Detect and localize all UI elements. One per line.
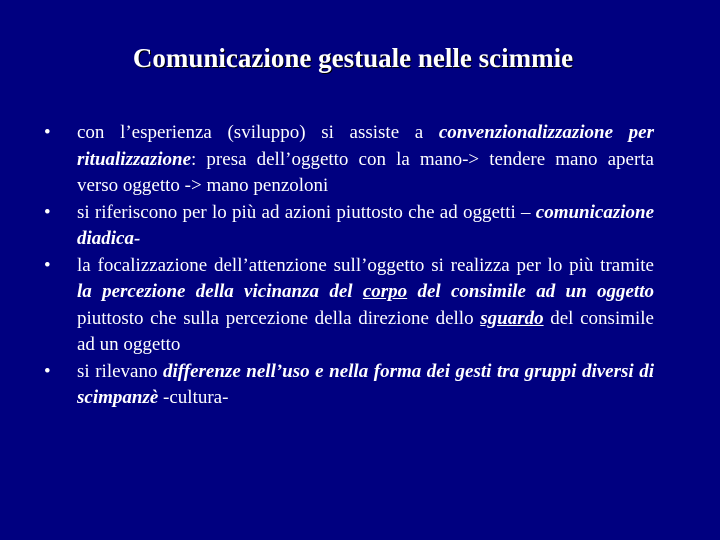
bullet-dot: • xyxy=(44,122,51,143)
bullet-item-differences xyxy=(40,359,654,412)
emphasis-text: del consimile ad un oggetto xyxy=(407,281,654,302)
emphasis-underlined-text: sguardo xyxy=(480,307,544,329)
bullet-text: : presa dell’oggetto con la mano-> tendere mano aperta verso oggetto -> mano penzoloni xyxy=(77,148,654,196)
bullet-text: con l’esperienza (sviluppo) si assiste a xyxy=(77,122,439,143)
bullet-text: si rilevano xyxy=(77,360,164,382)
emphasis-text: la percezione della vicinanza del xyxy=(77,281,363,302)
bullet-dot: • xyxy=(44,360,51,382)
bullet-text: si riferiscono per lo più ad azioni piuttosto che ad oggetti – xyxy=(77,201,536,223)
emphasis-text: differenze nell’uso e nella forma dei gesti tra gruppi diversi di scimpanzè xyxy=(77,360,654,408)
slide-title: Comunicazione gestuale nelle scimmie xyxy=(132,43,574,73)
emphasis-text: convenzionalizzazione per ritualizzazione xyxy=(77,122,654,170)
bullet-dot: • xyxy=(44,201,51,223)
bullet-item-attention xyxy=(40,253,654,359)
bullet-text: la focalizzazione dell’attenzione sull’oggetto si realizza per lo più tramite xyxy=(77,254,654,276)
bullet-text: del consimile ad un oggetto xyxy=(77,307,654,355)
bullet-item-actions xyxy=(40,200,654,253)
emphasis-text: comunicazione diadica- xyxy=(77,201,654,249)
bullet-list xyxy=(40,120,654,412)
bullet-text: -cultura- xyxy=(158,387,229,408)
bullet-text: piuttosto che sulla percezione della direzione dello xyxy=(77,307,481,329)
bullet-dot: • xyxy=(44,254,51,276)
bullet-item-experience xyxy=(40,120,654,200)
emphasis-underlined-text: corpo xyxy=(362,281,408,302)
